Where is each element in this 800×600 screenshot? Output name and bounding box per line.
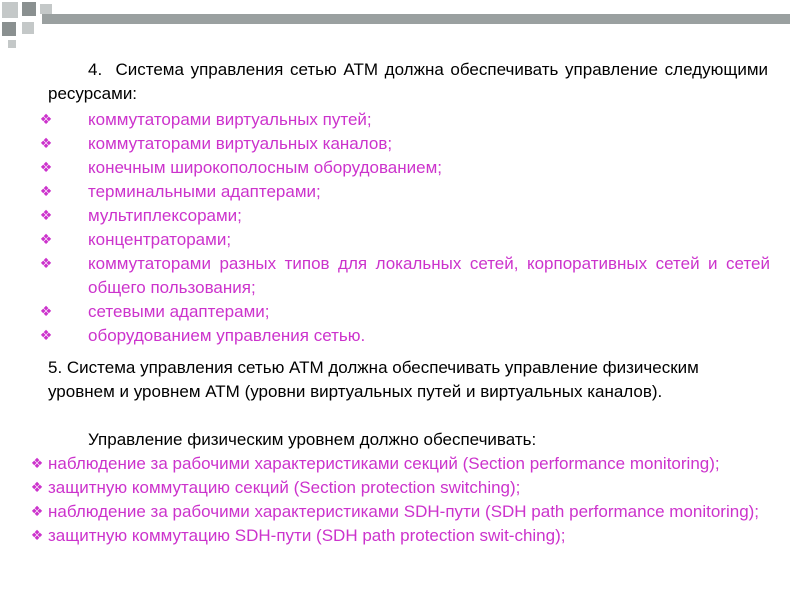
list-item-text: наблюдение за рабочими характеристиками секций (Section performance monitoring); xyxy=(48,454,720,473)
list-item xyxy=(36,228,770,252)
section4-number: 4. xyxy=(88,60,103,79)
diamond-dots-icon: ❖ xyxy=(39,160,53,176)
corner-decoration xyxy=(0,0,800,40)
deco-square xyxy=(22,22,34,34)
diamond-dots-icon: ❖ xyxy=(30,528,44,544)
list-item xyxy=(28,500,778,524)
list-item-text: защитную коммутацию SDH-пути (SDH path protection swit-ching); xyxy=(48,526,566,545)
diamond-dots-icon: ❖ xyxy=(39,328,53,344)
list-item xyxy=(36,300,770,324)
deco-square xyxy=(2,22,16,36)
section5-subheading: Управление физическим уровнем должно обеспечивать: xyxy=(88,430,537,449)
header-bar xyxy=(42,14,790,24)
list-item xyxy=(36,156,770,180)
section5-intro: 5. Система управления сетью ATM должна обеспечивать управление физическим уровнем и уровнем ATM (уровни виртуальных путей и виртуальных каналов). xyxy=(48,358,699,401)
list-item-text: терминальными адаптерами; xyxy=(88,182,321,201)
list-item xyxy=(28,524,778,548)
list-item-text: коммутаторами виртуальных путей; xyxy=(88,110,372,129)
section4-intro-text: Система управления сетью ATM должна обеспечивать управление следующими ресурсами: xyxy=(48,60,768,103)
list-item xyxy=(28,476,778,500)
list-item-text: оборудованием управления сетью. xyxy=(88,326,366,345)
deco-square xyxy=(40,4,52,14)
list-item-text: мультиплексорами; xyxy=(88,206,242,225)
diamond-dots-icon: ❖ xyxy=(30,480,44,496)
section4-intro xyxy=(48,58,768,106)
list-item xyxy=(36,324,770,348)
diamond-dots-icon: ❖ xyxy=(39,232,53,248)
list-item xyxy=(28,452,778,476)
list-item-text: концентраторами; xyxy=(88,230,232,249)
list-item-text: коммутаторами виртуальных каналов; xyxy=(88,134,393,153)
diamond-dots-icon: ❖ xyxy=(39,184,53,200)
diamond-dots-icon: ❖ xyxy=(39,136,53,152)
diamond-dots-icon: ❖ xyxy=(39,256,53,272)
list-item xyxy=(36,180,770,204)
diamond-dots-icon: ❖ xyxy=(30,504,44,520)
list-item xyxy=(36,108,770,132)
list-item xyxy=(36,252,770,300)
deco-square xyxy=(2,2,18,18)
list-item-text: защитную коммутацию секций (Section protection switching); xyxy=(48,478,521,497)
list-item xyxy=(36,204,770,228)
deco-square xyxy=(8,40,16,48)
section5-list xyxy=(28,452,778,548)
deco-square xyxy=(22,2,36,16)
diamond-dots-icon: ❖ xyxy=(39,304,53,320)
section4-list xyxy=(36,108,770,348)
list-item-text: наблюдение за рабочими характеристиками SDH-пути (SDH path performance monitoring); xyxy=(48,502,760,521)
list-item-text: сетевыми адаптерами; xyxy=(88,302,270,321)
list-item-text: конечным широкополосным оборудованием; xyxy=(88,158,442,177)
diamond-dots-icon: ❖ xyxy=(39,208,53,224)
diamond-dots-icon: ❖ xyxy=(39,112,53,128)
list-item xyxy=(36,132,770,156)
list-item-text: коммутаторами разных типов для локальных сетей, корпоративных сетей и сетей общего пользования; xyxy=(88,254,770,297)
diamond-dots-icon: ❖ xyxy=(30,456,44,472)
